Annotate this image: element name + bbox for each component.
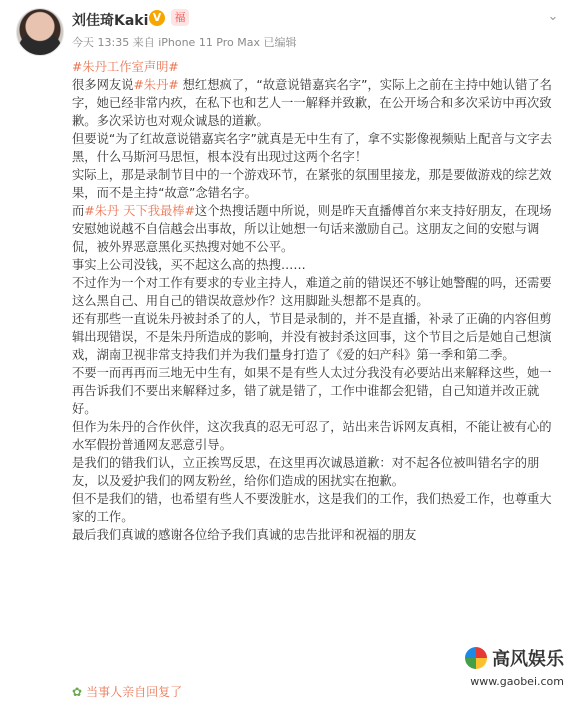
watermark-brand: 高风娱乐 [492,649,564,670]
chevron-down-icon[interactable]: ⌄ [547,9,559,24]
author-reply-indicator[interactable] [72,683,182,700]
topic-tag[interactable]: #朱丹工作室声明# [72,60,179,74]
paragraph-3: 实际上，那是录制节目中的一个游戏环节，在紧张的氛围里接龙，那是要做游戏的综艺效果，而不是主持“故意”念错名字。 [72,168,552,200]
paragraph-1: 很多网友说#朱丹# 想红想疯了，“故意说错嘉宾名字”，实际上之前在主持中她认错了名字，她已经非常内疚，在私下也和艺人一一解释并致歉，在公开场合和多次采访中再次致歉。多次采访也对观众诚恳的道歉。 [72,78,552,128]
paragraph-10: 是我们的错我们认，立正挨骂反思，在这里再次诚恳道歉：对不起各位被叫错名字的朋友，以及爱护我们的网友粉丝，给你们造成的困扰实在抱歉。 [72,456,540,488]
author-name[interactable]: 刘佳琦Kaki [72,13,149,29]
paragraph-12: 最后我们真诚的感谢各位给予我们真诚的忠告批评和祝福的朋友 [72,528,417,542]
rank-badge-icon: 福 [171,9,189,26]
paragraph-5: 事实上公司没钱，买不起这么高的热搜…… [72,258,306,272]
watermark [446,645,564,697]
verified-icon: V [149,10,165,26]
hashtag-link[interactable]: #朱丹# [133,78,179,92]
paragraph-4: 而#朱丹 天下我最棒#这个热搜话题中所说，则是昨天直播傅首尔来支持好朋友，在现场安慰她说越不自信越会出事故，所以让她想一句话来激励自己。这朋友之间的安慰与调侃，被外界恶意黑化买热搜对她不公平。 [72,204,552,254]
paragraph-7: 还有那些一直说朱丹被封杀了的人，节目是录制的，并不是直播，补录了正确的内容但剪辑出现错误，不是朱丹所造成的影响，并没有被封杀这回事，这个节目之后是她自己想演戏，湖南卫视非常支持我们并为我们量身打造了《爱的妇产科》第一季和第二季。 [72,312,552,362]
post-meta: 今天 13:35 来自 iPhone 11 Pro Max 已编辑 [72,36,297,49]
leaf-icon: ✿ [72,685,83,699]
paragraph-2: 但要说“为了红故意说错嘉宾名字”就真是无中生有了，拿不实影像视频贴上配音与文字去黑，什么马斯河马思恒，根本没有出现过这两个名字！ [72,132,553,164]
watermark-url: www.gaobei.com [470,675,564,688]
logo-icon [465,647,487,669]
paragraph-6: 不过作为一个对工作有要求的专业主持人，难道之前的错误还不够让她警醒的吗，还需要这么黑自己、用自己的错误故意炒作？这用脚趾头想都不是真的。 [72,276,552,308]
post-content [72,58,560,544]
post-header [0,0,570,62]
paragraph-11: 但不是我们的错，也希望有些人不要泼脏水，这是我们的工作，我们热爱工作，也尊重大家的工作。 [72,492,552,524]
paragraph-8: 不要一而再再而三地无中生有，如果不是有些人太过分我没有必要站出来解释这些，她一再告诉我们不要出来解释过多，错了就是错了，工作中谁都会犯错，自己知道并改正就好。 [72,366,552,416]
reply-text: 当事人亲自回复了 [86,685,183,699]
paragraph-9: 但作为朱丹的合作伙伴，这次我真的忍无可忍了，站出来告诉网友真相，不能让被有心的水军假扮普通网友恶意引导。 [72,420,552,452]
hashtag-link[interactable]: #朱丹 天下我最棒# [84,204,195,218]
avatar[interactable] [16,8,64,56]
